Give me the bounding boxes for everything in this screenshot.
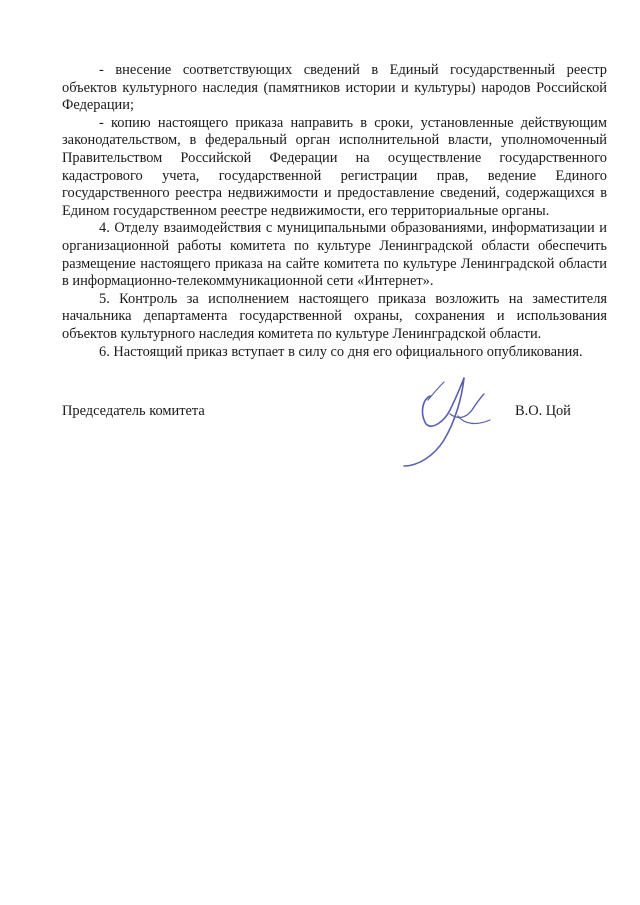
signer-name: В.О. Цой	[515, 403, 571, 419]
paragraph-item-5: 5. Контроль за исполнением настоящего приказа возложить на заместителя начальника департамента государственной охраны, сохранения и использования объектов культурного наследия комитета по культуре Ленинградской области.	[62, 290, 607, 342]
paragraph-register-entry: - внесение соответствующих сведений в Единый государственный реестр объектов культурного наследия (памятников истории и культуры) народов Российской Федерации;	[62, 62, 607, 114]
paragraph-item-6: 6. Настоящий приказ вступает в силу со дня его официального опубликования.	[99, 343, 583, 360]
document-body	[62, 62, 607, 361]
paragraph-copy-distribution: - копию настоящего приказа направить в сроки, установленные действующим законодательством, в федеральный орган исполнительной власти, уполномоченный Правительством Российской Федерации на осуществление государственного кадастрового учета, государственной регистрации прав, ведение Единого государственного реестра недвижимости и предоставление сведений, содержащихся в Едином государственном реестре недвижимости, его территориальные органы.	[62, 114, 607, 219]
handwritten-signature	[392, 370, 502, 470]
paragraph-item-4: 4. Отделу взаимодействия с муниципальными образованиями, информатизации и организационной работы комитета по культуре Ленинградской области обеспечить размещение настоящего приказа на сайте комитета по культуре Ленинградской области в информационно-телекоммуникационной сети «Интернет».	[62, 220, 607, 290]
signer-position: Председатель комитета	[62, 403, 205, 419]
